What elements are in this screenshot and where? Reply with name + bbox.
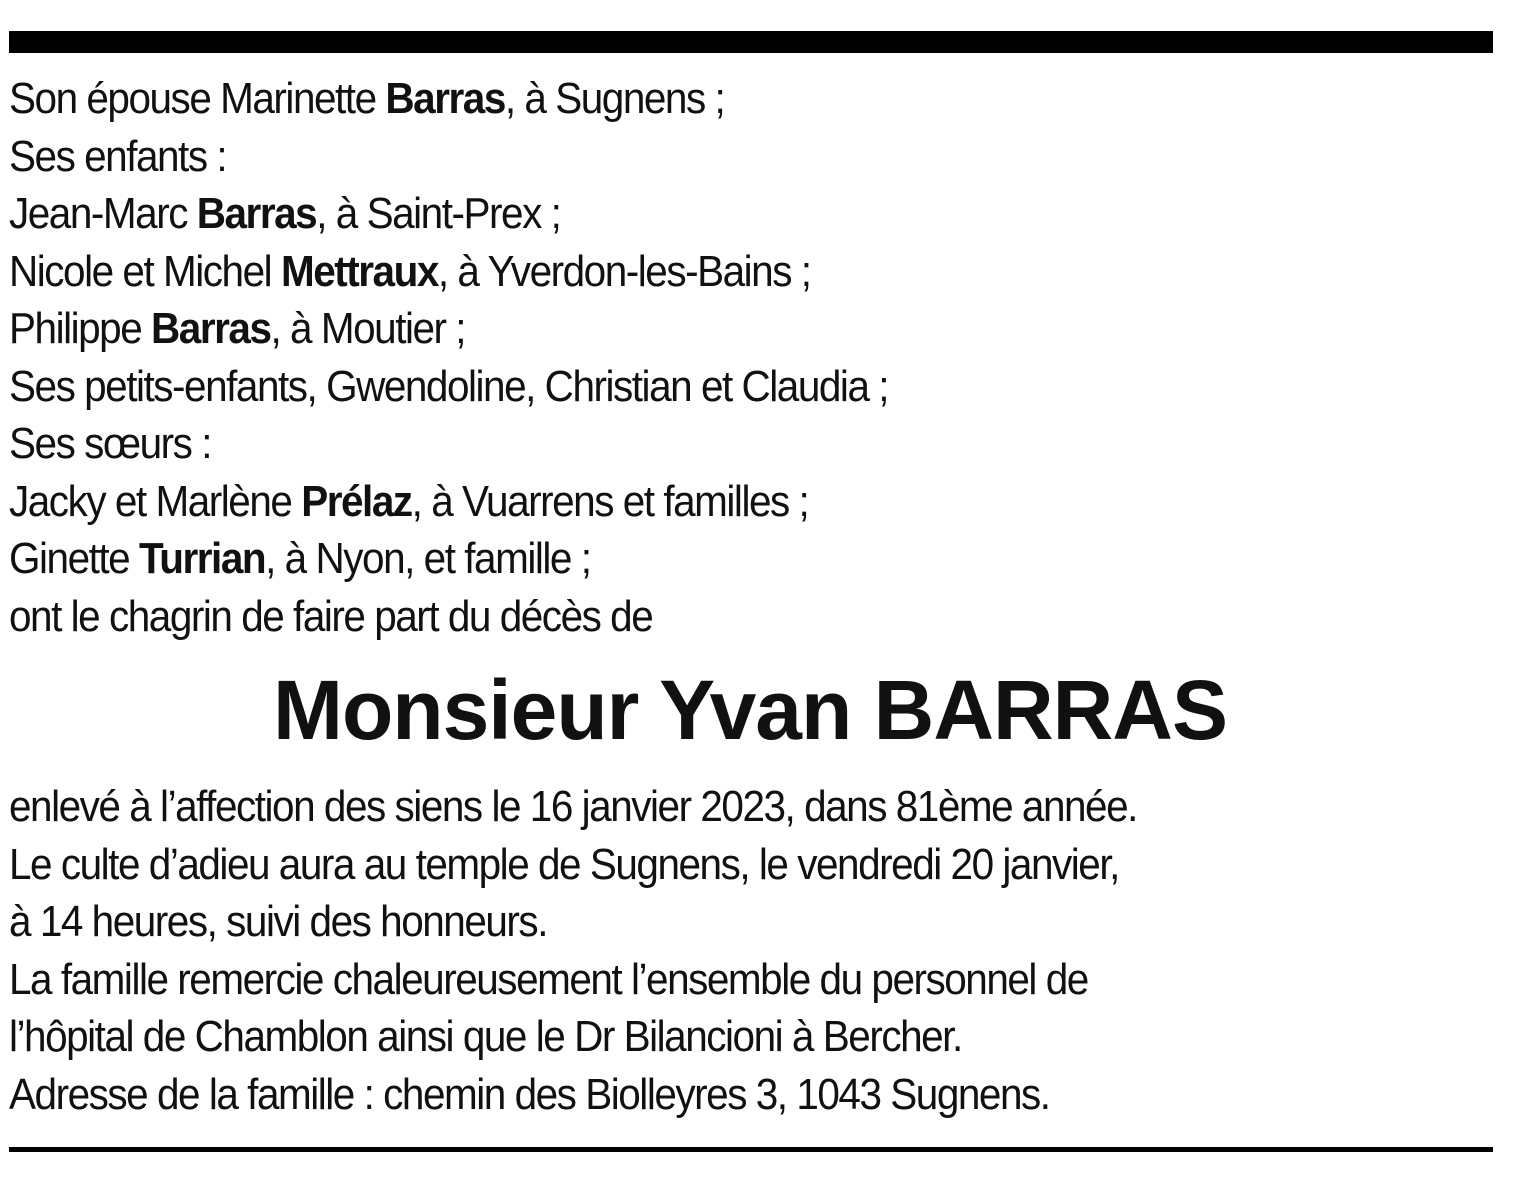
surname: Mettraux [280, 246, 438, 296]
obituary-details [9, 778, 1389, 1123]
line-text: Son épouse Marinette [9, 74, 386, 123]
line-text: , à Nyon, et famille ; [265, 534, 591, 583]
bottom-rule [9, 1147, 1493, 1152]
line-text: Ses petits-enfants, Gwendoline, Christian et Claudia ; [9, 361, 889, 411]
line-text: Philippe [9, 304, 152, 353]
announcement-line [9, 70, 1389, 128]
line-text: Ses enfants : [9, 131, 227, 181]
announcement-line [9, 185, 1389, 243]
line-text: , à Vuarrens et familles ; [411, 476, 809, 526]
line-text: Jean-Marc [9, 189, 197, 238]
line-text: , à Sugnens ; [504, 74, 725, 123]
announcement-line [9, 128, 1389, 186]
line-text: Nicole et Michel [9, 246, 281, 296]
announcement-line [9, 473, 1389, 531]
deceased-name: Monsieur Yvan BARRAS [273, 663, 1227, 757]
detail-line: enlevé à l’affection des siens le 16 janvier 2023, dans 81ème année. [9, 782, 1137, 831]
announcement-line [9, 415, 1389, 473]
line-text: Jacky et Marlène [9, 476, 302, 526]
announcement-line [9, 358, 1389, 416]
line-text: , à Saint-Prex ; [316, 189, 561, 238]
line-text: Ses sœurs : [9, 419, 211, 468]
surname: Barras [151, 304, 271, 353]
line-text: ont le chagrin de faire part du décès de [9, 591, 653, 641]
top-rule [9, 31, 1493, 53]
line-text: , à Yverdon-les-Bains ; [437, 246, 811, 296]
announcement-line [9, 588, 1389, 646]
surname: Barras [196, 189, 317, 238]
detail-line: La famille remercie chaleureusement l’ensemble du personnel de [9, 954, 1088, 1004]
detail-line: l’hôpital de Chamblon ainsi que le Dr Bilancioni à Bercher. [9, 1012, 962, 1061]
family-announcement [9, 70, 1389, 645]
surname: Prélaz [301, 476, 412, 526]
announcement-line [9, 243, 1389, 301]
detail-line: Adresse de la famille : chemin des Biolleyres 3, 1043 Sugnens. [9, 1069, 1050, 1119]
line-text: Ginette [9, 534, 139, 583]
detail-line: à 14 heures, suivi des honneurs. [9, 897, 547, 946]
surname: Barras [385, 74, 505, 123]
detail-line: Le culte d’adieu aura au temple de Sugnens, le vendredi 20 janvier, [9, 839, 1119, 889]
surname: Turrian [138, 534, 266, 583]
announcement-line [9, 530, 1389, 588]
line-text: , à Moutier ; [270, 304, 466, 353]
announcement-line [9, 300, 1389, 358]
